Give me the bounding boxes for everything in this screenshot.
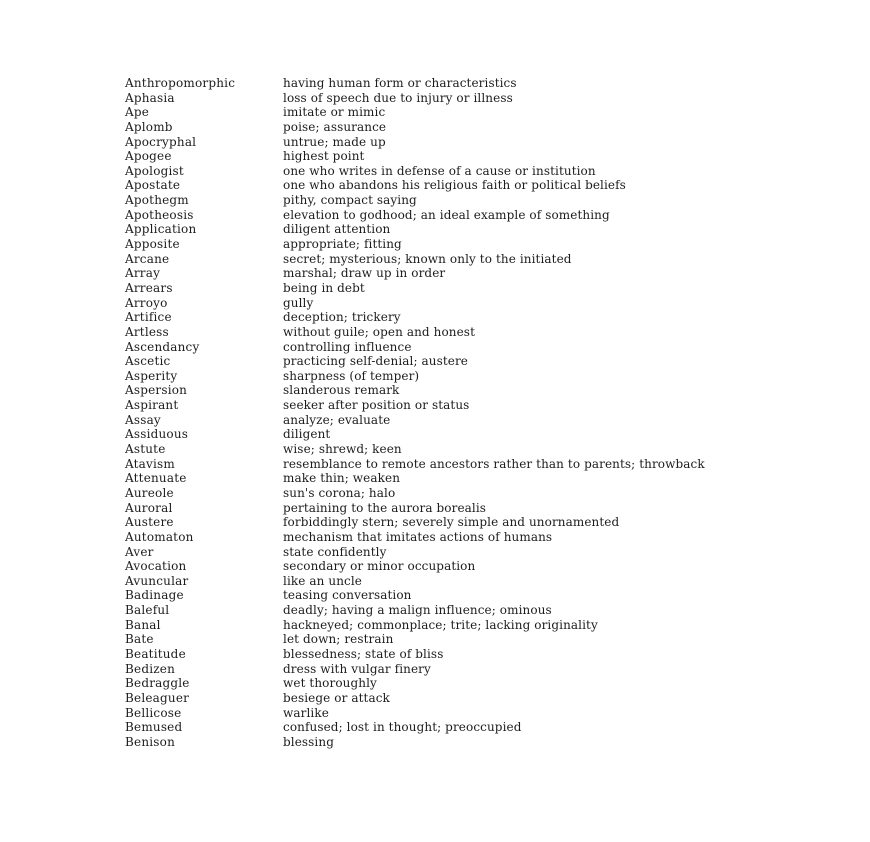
word-term: Apocryphal (125, 134, 197, 149)
word-definition: poise; assurance (283, 119, 387, 134)
word-definition: warlike (283, 705, 329, 720)
word-definition: besiege or attack (283, 690, 390, 705)
word-definition: state confidently (283, 544, 387, 559)
word-definition: blessing (283, 734, 334, 749)
word-row (125, 720, 705, 735)
word-definition: loss of speech due to injury or illness (283, 90, 513, 105)
word-definition: pertaining to the aurora borealis (283, 500, 487, 515)
word-row (125, 310, 705, 325)
word-term: Beleaguer (125, 690, 190, 705)
word-term: Ascetic (125, 354, 171, 369)
word-row (125, 354, 705, 369)
word-definition: wet thoroughly (283, 676, 377, 691)
word-term: Ascendancy (125, 339, 200, 354)
word-term: Aphasia (125, 90, 175, 105)
word-row (125, 603, 705, 618)
word-term: Avuncular (125, 573, 189, 588)
word-row (125, 647, 705, 662)
word-term: Assay (125, 412, 161, 427)
word-row (125, 340, 705, 355)
word-row (125, 237, 705, 252)
word-definition: having human form or characteristics (283, 76, 517, 90)
word-definition: like an uncle (283, 573, 362, 588)
word-definition: seeker after position or status (283, 398, 470, 413)
word-definition: practicing self-denial; austere (283, 354, 469, 369)
word-term: Apposite (125, 237, 180, 252)
word-term: Badinage (125, 588, 184, 603)
word-row (125, 208, 705, 223)
word-definition: wise; shrewd; keen (283, 442, 402, 457)
word-term: Apothegm (125, 193, 189, 208)
word-definition: make thin; weaken (283, 471, 401, 486)
word-definition: one who abandons his religious faith or political beliefs (283, 178, 626, 193)
word-term: Benison (125, 734, 175, 749)
word-definition: let down; restrain (283, 632, 394, 647)
word-row (125, 325, 705, 340)
word-row (125, 135, 705, 150)
word-row (125, 632, 705, 647)
word-row (125, 383, 705, 398)
word-row (125, 369, 705, 384)
word-row (125, 427, 705, 442)
word-term: Auroral (125, 500, 173, 515)
word-term: Austere (125, 515, 174, 530)
word-term: Arroyo (125, 295, 168, 310)
word-definition: blessedness; state of bliss (283, 646, 444, 661)
word-term: Apostate (125, 178, 181, 193)
word-definition: pithy, compact saying (283, 193, 417, 208)
word-row (125, 618, 705, 633)
word-row (125, 91, 705, 106)
word-term: Banal (125, 617, 161, 632)
word-term: Ape (125, 105, 150, 120)
word-term: Artifice (125, 310, 172, 325)
word-row (125, 530, 705, 545)
word-definition: one who writes in defense of a cause or institution (283, 163, 596, 178)
word-term: Bate (125, 632, 154, 647)
word-definition: analyze; evaluate (283, 412, 391, 427)
word-definition: untrue; made up (283, 134, 386, 149)
word-definition: marshal; draw up in order (283, 266, 446, 281)
word-definition: gully (283, 295, 314, 310)
word-row (125, 442, 705, 457)
word-definition: confused; lost in thought; preoccupied (283, 720, 522, 735)
word-definition: dress with vulgar finery (283, 661, 431, 676)
word-definition: deception; trickery (283, 310, 401, 325)
word-term: Apogee (125, 149, 172, 164)
word-definition: diligent (283, 427, 331, 442)
word-term: Avocation (125, 559, 187, 574)
word-row (125, 735, 705, 750)
word-term: Atavism (125, 456, 175, 471)
word-row (125, 545, 705, 560)
word-term: Application (125, 222, 197, 237)
word-definition: forbiddingly stern; severely simple and unornamented (283, 515, 620, 530)
word-row (125, 515, 705, 530)
word-definition: controlling influence (283, 339, 412, 354)
word-row (125, 676, 705, 691)
word-row (125, 471, 705, 486)
word-row (125, 120, 705, 135)
word-definition: sharpness (of temper) (283, 368, 420, 383)
word-row (125, 178, 705, 193)
word-row (125, 706, 705, 721)
word-term: Bemused (125, 720, 183, 735)
word-row (125, 662, 705, 677)
word-term: Baleful (125, 603, 170, 618)
word-term: Astute (125, 442, 166, 457)
word-row (125, 588, 705, 603)
word-term: Array (125, 266, 161, 281)
word-definition: elevation to godhood; an ideal example of something (283, 207, 610, 222)
word-term: Apologist (125, 163, 184, 178)
word-row (125, 559, 705, 574)
word-term: Aspirant (125, 398, 179, 413)
word-row (125, 105, 705, 120)
word-definition: being in debt (283, 280, 365, 295)
word-definition: highest point (283, 149, 365, 164)
word-definition: diligent attention (283, 222, 391, 237)
word-row (125, 252, 705, 267)
word-term: Aureole (125, 485, 174, 500)
word-row (125, 413, 705, 428)
word-row (125, 691, 705, 706)
word-term: Assiduous (125, 427, 189, 442)
word-row (125, 164, 705, 179)
word-definition: without guile; open and honest (283, 324, 475, 339)
word-row (125, 266, 705, 281)
word-row (125, 296, 705, 311)
word-definition: slanderous remark (283, 383, 400, 398)
word-definition: sun's corona; halo (283, 485, 396, 500)
word-term: Bedraggle (125, 676, 190, 691)
word-row (125, 501, 705, 516)
word-term: Arrears (125, 280, 173, 295)
word-term: Arcane (125, 251, 170, 266)
word-term: Automaton (125, 529, 194, 544)
word-row (125, 281, 705, 296)
vocabulary-word-list (125, 76, 705, 749)
word-term: Beatitude (125, 646, 186, 661)
word-term: Attenuate (125, 471, 187, 486)
word-row (125, 76, 705, 91)
word-term: Aver (125, 544, 154, 559)
word-term: Aspersion (125, 383, 188, 398)
word-term: Aplomb (125, 119, 173, 134)
word-definition: secret; mysterious; known only to the initiated (283, 251, 572, 266)
word-term: Asperity (125, 368, 178, 383)
word-term: Artless (125, 324, 169, 339)
word-definition: appropriate; fitting (283, 237, 402, 252)
word-term: Bedizen (125, 661, 175, 676)
word-definition: mechanism that imitates actions of humans (283, 529, 553, 544)
word-row (125, 149, 705, 164)
word-row (125, 222, 705, 237)
word-definition: imitate or mimic (283, 105, 386, 120)
word-term: Anthropomorphic (125, 76, 236, 90)
word-row (125, 574, 705, 589)
word-definition: resemblance to remote ancestors rather than to parents; throwback (283, 456, 705, 471)
word-definition: secondary or minor occupation (283, 559, 476, 574)
word-row (125, 193, 705, 208)
word-term: Bellicose (125, 705, 182, 720)
word-row (125, 398, 705, 413)
word-definition: teasing conversation (283, 588, 412, 603)
word-row (125, 486, 705, 501)
word-definition: deadly; having a malign influence; ominous (283, 603, 552, 618)
word-term: Apotheosis (125, 207, 194, 222)
word-definition: hackneyed; commonplace; trite; lacking originality (283, 617, 598, 632)
word-row (125, 457, 705, 472)
